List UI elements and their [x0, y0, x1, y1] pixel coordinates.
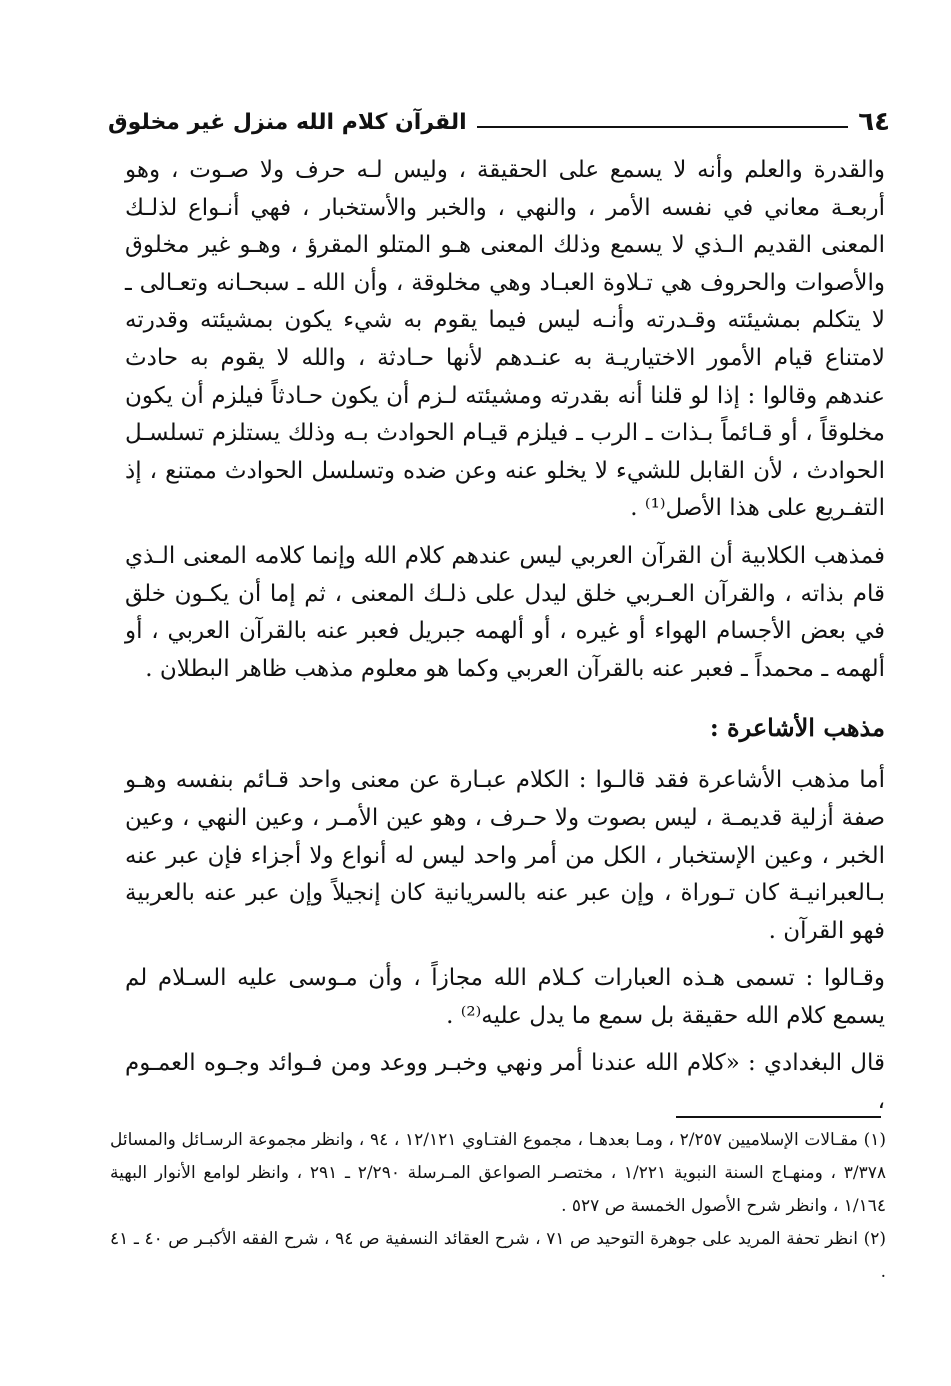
- paragraph-ashairah-doctrine: أما مذهب الأشاعرة فقد قالـوا : الكلام عبـارة عن معنى واحد قـائم بنفسه وهـو صفة أزلية قديمـة ، ليس بصوت ولا حـرف ، وهو عين الأمـر ، وعين النهي ، وعين الخبر ، وعين الإستخبار ، الكل من أمر واحد ليس له أنواع ولا أجزاء فإن عبر عنه بـالعبرانيـة كان تـوراة ، وإن عبر عنه بالسريانية كان إنجيلاً وإن عبر عنه بالعربية فهو القرآن .: [125, 767, 885, 944]
- running-title: القرآن كلام الله منزل غير مخلوق: [108, 109, 467, 135]
- page-header: [108, 100, 890, 144]
- paragraph-kullabiyya-summary: فمذهب الكلابية أن القرآن العربي ليس عندهم كلام الله وإنما كلامه المعنى الـذي قام بذاته ، والقرآن العـربي خلق ليدل على ذلـك المعنى ، ثم إما أن يكـون خلق في بعض الأجسام الهواء أو غيره ، أو ألهمه جبريل فعبر عنه بالقرآن العربي ، أو ألهمه ـ محمداً ـ فعبر عنه بالقرآن العربي وكما هو معلوم مذهب ظاهر البطلان .: [125, 542, 885, 682]
- footnote-2: (٢) انظر تحفة المريد على جوهرة التوحيد ص ٧١ ، شرح العقائد النسفية ص ٩٤ ، شرح الفقه الأكبـر ص ٤٠ ـ ٤١ .: [110, 1229, 886, 1282]
- footnotes: [110, 1124, 886, 1289]
- page-number: ٦٤: [858, 107, 890, 137]
- paragraph-baghdadi-quote: قال البغدادي : «كلام الله عندنا أمر ونهي وخبـر ووعد ومن فـوائد وجـوه العمـوم ،: [125, 1050, 885, 1115]
- footnote-rule: [676, 1116, 881, 1118]
- header-rule: [477, 126, 849, 128]
- footnote-1: (١) مقـالات الإسلاميين ٢/٢٥٧ ، ومـا بعدهـا ، مجموع الفتـاوي ١٢/١٢١ ، ٩٤ ، وانظر مجموعة الرسـائل والمسائل ٣/٣٧٨ ، ومنهـاج السنة النبوية ١/٢٢١ ، مختصـر الصواعق المـرسلة ٢/٢٩٠ ـ ٢٩١ ، وانظر لوامع الأنوار البهية ١/١٦٤ ، وانظر شرح الأصول الخمسة ص ٥٢٧ .: [110, 1130, 887, 1216]
- paragraph-kullabiyya-doctrine: والقدرة والعلم وأنه لا يسمع على الحقيقة ، وليس لـه حرف ولا صـوت ، وهو أربعـة معاني في نفسه الأمر ، والنهي ، والخبر والأستخبار ، فهي أنـواع لذلـك المعنى القديم الـذي لا يسمع وذلك المعنى هـو المتلو المقرؤ ، وهـو غير مخلوق والأصوات والحروف هي تـلاوة العبـاد وهي مخلوقة ، وأن الله ـ سبحـانه وتعـالى ـ لا يتكلم بمشيئته وقـدرته وأنـه ليس فيما يقوم به شيء يكون بمشيئته وقدرته لامتناع قيام الأمور الاختياريـة به عنـدهم لأنها حـادثة ، والله لا يقوم به حادث عندهم وقالوا : إذا لو قلنا أنه بقدرته ومشيئته لـزم أن يكون حـادثاً فيلزم أن يكون مخلوقاً ، أو قـائماً بـذات ـ الرب ـ فيلزم قيـام الحوادث بـه وذلك يستلزم تسلسـل الحوادث ، لأن القابل للشيء لا يخلو عنه وعن ضده وتسلسل الحوادث ممتنع ، إذ التفـريع على هذا الأصل⁽¹⁾ .: [125, 157, 885, 522]
- section-heading-ashairah: مذهب الأشاعرة :: [709, 713, 885, 743]
- main-text: [125, 152, 885, 1131]
- paragraph-ashairah-majaz: وقـالوا : تسمى هـذه العبارات كـلام الله مجازاً ، وأن مـوسى عليه السـلام لم يسمع كلام الله حقيقة بل سمع ما يدل عليه⁽²⁾ .: [125, 965, 885, 1029]
